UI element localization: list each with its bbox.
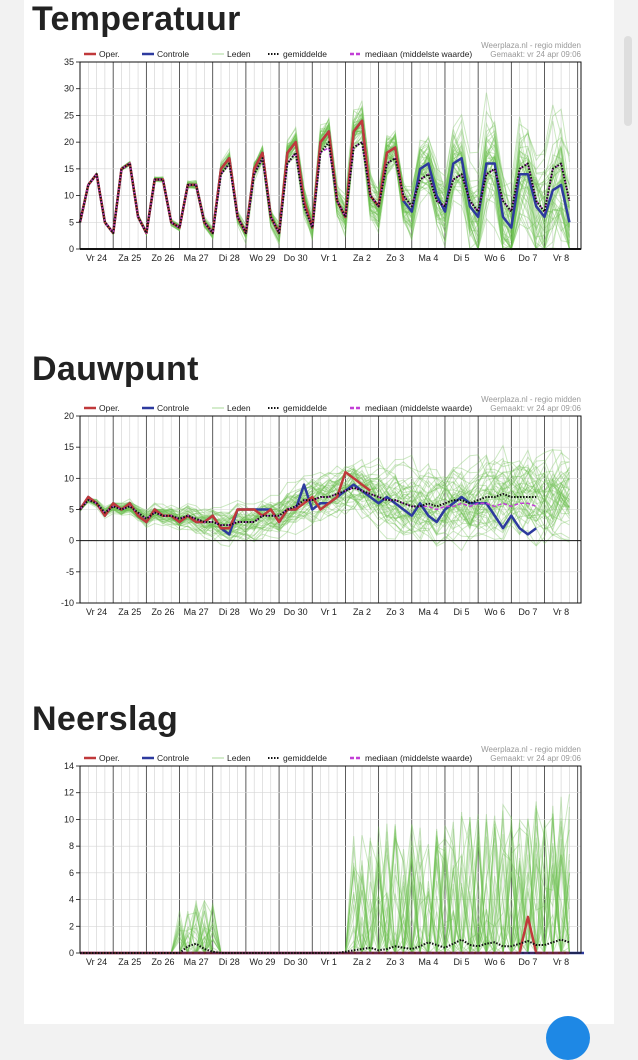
x-tick-label: Za 25 (118, 957, 142, 967)
legend-label-med: mediaan (middelste waarde) (365, 753, 473, 763)
y-tick-label: 5 (68, 217, 74, 228)
x-tick-label: Za 25 (118, 607, 142, 617)
legend-item-leden (212, 753, 251, 763)
chart-made-label: Gemaakt: vr 24 apr 09:06 (490, 404, 581, 413)
legend-item-leden (212, 403, 251, 413)
chart-dauwpunt (32, 394, 584, 650)
legend-item-med (350, 49, 472, 59)
y-tick-label: -10 (60, 598, 74, 608)
legend-label-gem: gemiddelde (283, 49, 327, 59)
y-tick-label: 12 (63, 787, 74, 798)
chart-made-label: Gemaakt: vr 24 apr 09:06 (490, 50, 581, 59)
chart-source-label: Weerplaza.nl - regio midden (481, 41, 581, 50)
x-tick-label: Ma 4 (418, 253, 439, 263)
legend-label-gem: gemiddelde (283, 753, 327, 763)
x-tick-label: Wo 6 (484, 253, 506, 263)
x-tick-label: Wo 6 (484, 607, 506, 617)
x-tick-label: Za 25 (118, 253, 142, 263)
y-tick-label: 10 (63, 190, 74, 201)
y-tick-label: 6 (68, 867, 74, 878)
x-tick-label: Zo 26 (151, 957, 175, 967)
section-title-neerslag: Neerslag (32, 700, 179, 738)
x-tick-label: Ma 27 (183, 253, 209, 263)
y-tick-label: 0 (68, 948, 74, 958)
legend-label-controle: Controle (157, 403, 190, 413)
y-axis (64, 57, 80, 254)
y-tick-label: 30 (63, 83, 74, 94)
x-tick-label: Wo 29 (249, 957, 276, 967)
legend-item-gem (268, 49, 327, 59)
y-tick-label: 35 (63, 57, 74, 67)
legend-label-med: mediaan (middelste waarde) (365, 49, 473, 59)
y-tick-label: 2 (68, 921, 74, 932)
x-tick-label: Wo 29 (249, 607, 276, 617)
x-tick-label: Zo 26 (151, 607, 175, 617)
x-tick-label: Ma 27 (183, 607, 209, 617)
x-tick-label: Di 28 (218, 607, 240, 617)
x-tick-label: Wo 29 (249, 253, 276, 263)
legend-label-med: mediaan (middelste waarde) (365, 403, 473, 413)
chart-made-label: Gemaakt: vr 24 apr 09:06 (490, 754, 581, 763)
legend-item-gem (268, 403, 327, 413)
y-tick-label: 15 (63, 442, 74, 453)
x-tick-label: Di 5 (453, 253, 470, 263)
x-tick-label: Ma 4 (418, 607, 439, 617)
legend-label-oper: Oper. (99, 753, 120, 763)
chart-source-label: Weerplaza.nl - regio midden (481, 745, 581, 754)
x-tick-label: Zo 3 (386, 607, 405, 617)
y-tick-label: 14 (63, 761, 74, 771)
chart-source-label: Weerplaza.nl - regio midden (481, 395, 581, 404)
x-tick-label: Vr 8 (553, 957, 570, 967)
x-tick-label: Ma 27 (183, 957, 209, 967)
legend-item-oper (84, 49, 120, 59)
legend-item-controle (142, 403, 189, 413)
x-tick-label: Wo 6 (484, 957, 506, 967)
legend-item-leden (212, 49, 251, 59)
y-tick-label: 0 (68, 535, 74, 546)
x-tick-label: Vr 24 (85, 607, 108, 617)
x-tick-label: Di 28 (218, 957, 240, 967)
chart-temperatuur (32, 40, 584, 296)
x-tick-label: Do 7 (518, 253, 538, 263)
x-tick-label: Za 2 (353, 957, 372, 967)
legend-item-med (350, 403, 472, 413)
x-tick-label: Di 5 (453, 607, 470, 617)
x-tick-label: Za 2 (353, 253, 372, 263)
x-tick-label: Do 30 (283, 957, 308, 967)
y-tick-label: 0 (68, 244, 74, 254)
x-tick-label: Do 7 (518, 607, 538, 617)
y-tick-label: 10 (63, 814, 74, 825)
x-tick-label: Do 30 (283, 607, 308, 617)
x-tick-label: Vr 24 (85, 957, 108, 967)
legend-item-oper (84, 753, 120, 763)
chart-neerslag (32, 744, 584, 1000)
x-tick-label: Zo 26 (151, 253, 175, 263)
legend-label-oper: Oper. (99, 403, 120, 413)
y-tick-label: 15 (63, 163, 74, 174)
legend-item-med (350, 753, 472, 763)
x-axis (86, 253, 569, 263)
y-tick-label: 20 (63, 411, 74, 421)
y-tick-label: 5 (68, 504, 74, 515)
x-tick-label: Vr 1 (320, 607, 337, 617)
x-axis (86, 957, 569, 967)
y-tick-label: 20 (63, 137, 74, 148)
x-tick-label: Vr 8 (553, 607, 570, 617)
legend-item-gem (268, 753, 327, 763)
legend-label-controle: Controle (157, 49, 190, 59)
x-tick-label: Vr 1 (320, 957, 337, 967)
x-tick-label: Vr 24 (85, 253, 108, 263)
legend-item-controle (142, 49, 189, 59)
x-tick-label: Di 5 (453, 957, 470, 967)
x-tick-label: Do 30 (283, 253, 308, 263)
y-axis (61, 411, 80, 608)
section-title-dauwpunt: Dauwpunt (32, 350, 199, 388)
y-tick-label: 25 (63, 110, 74, 121)
legend-item-controle (142, 753, 189, 763)
x-tick-label: Za 2 (353, 607, 372, 617)
legend-label-controle: Controle (157, 753, 190, 763)
legend-item-oper (84, 403, 120, 413)
y-tick-label: 10 (63, 473, 74, 484)
x-tick-label: Do 7 (518, 957, 538, 967)
legend-label-leden: Leden (227, 753, 251, 763)
x-tick-label: Vr 1 (320, 253, 337, 263)
y-tick-label: -5 (65, 566, 74, 577)
legend-label-leden: Leden (227, 49, 251, 59)
y-tick-label: 8 (68, 841, 74, 852)
x-tick-label: Zo 3 (386, 957, 405, 967)
legend-label-gem: gemiddelde (283, 403, 327, 413)
floating-action-button[interactable] (546, 1016, 590, 1060)
scrollbar-thumb[interactable] (624, 36, 632, 126)
scrollbar[interactable] (620, 0, 638, 1024)
section-title-temperatuur: Temperatuur (32, 0, 241, 38)
legend-label-oper: Oper. (99, 49, 120, 59)
x-tick-label: Vr 8 (553, 253, 570, 263)
x-tick-label: Ma 4 (418, 957, 439, 967)
x-tick-label: Zo 3 (386, 253, 405, 263)
legend-label-leden: Leden (227, 403, 251, 413)
y-tick-label: 4 (68, 894, 74, 905)
x-tick-label: Di 28 (218, 253, 240, 263)
x-axis (86, 607, 569, 617)
y-axis (64, 761, 80, 958)
